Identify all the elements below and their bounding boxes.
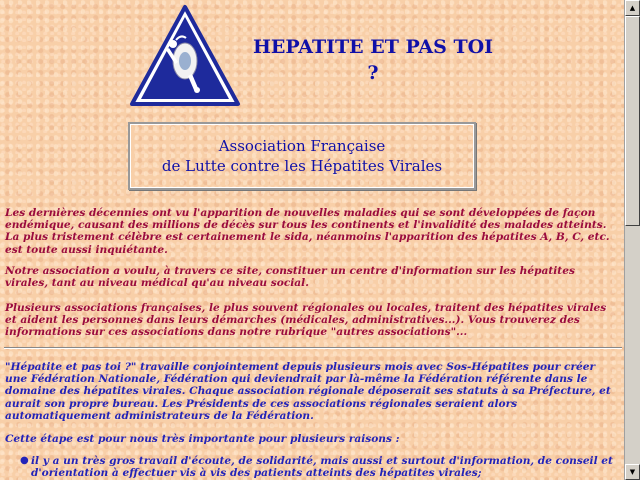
association-name-line-2: de Lutte contre les Hépatites Virales <box>161 157 443 175</box>
reasons-list <box>20 455 618 479</box>
list-item <box>20 455 618 479</box>
section-divider <box>4 347 622 349</box>
reasons-intro-paragraph: Cette étape est pour nous très importante pour plusieurs raisons : <box>5 433 400 445</box>
page-title-line-1: HEPATITE ET PAS TOI <box>252 36 494 58</box>
arrow-up-icon[interactable]: ▲ <box>625 0 640 16</box>
vertical-scrollbar[interactable] <box>624 0 640 480</box>
page-title <box>244 34 502 86</box>
scrollbar-thumb[interactable] <box>625 16 640 226</box>
association-name-box <box>128 122 476 190</box>
federation-paragraph: "Hépatite et pas toi ?" travaille conjointement depuis plusieurs mois avec Sos-Hépatites pour créer une Fédération Nationale, Fédération qui deviendrait par là-même la Fédération référente dans le domaine des hépatites virales. Chaque association régionale déposerait ses statuts à sa Préfecture, et aurait son propre bureau. Les Présidents de ces associations régionales seraient alors automatiquement administrateurs de la Fédération. <box>5 361 611 422</box>
page-title-line-2: ? <box>367 62 379 84</box>
association-name-line-1: Association Française <box>218 137 386 155</box>
hepatitis-warning-sign-icon <box>128 4 242 108</box>
site-purpose-paragraph: Notre association a voulu, à travers ce site, constituer un centre d'information sur les hépatites virales, tant au niveau médical qu'au niveau social. <box>5 265 575 290</box>
other-associations-paragraph: Plusieurs associations françaises, le plus souvent régionales ou locales, traitent des hépatites virales et aident les personnes dans leurs démarches (médicales, administratives...). Vous trouverez des informations sur ces associations dans notre rubrique "autres associations"... <box>5 302 607 339</box>
bullet-icon: ● <box>20 455 29 466</box>
intro-paragraph: Les dernières décennies ont vu l'apparition de nouvelles maladies qui se sont développées de façon endémique, causant des millions de décès sur tous les continents et l'invalidité des malades atteints. La plus tristement célèbre est certainement le sida, néanmoins l'apparition des hépatites A, B, C, etc. est toute aussi inquiétante. <box>5 207 610 256</box>
list-item-text: il y a un très gros travail d'écoute, de solidarité, mais aussi et surtout d'information, de conseil et d'orientation à effectuer vis à vis des patients atteints des hépatites virales; <box>31 455 613 480</box>
arrow-down-icon[interactable]: ▼ <box>625 464 640 480</box>
